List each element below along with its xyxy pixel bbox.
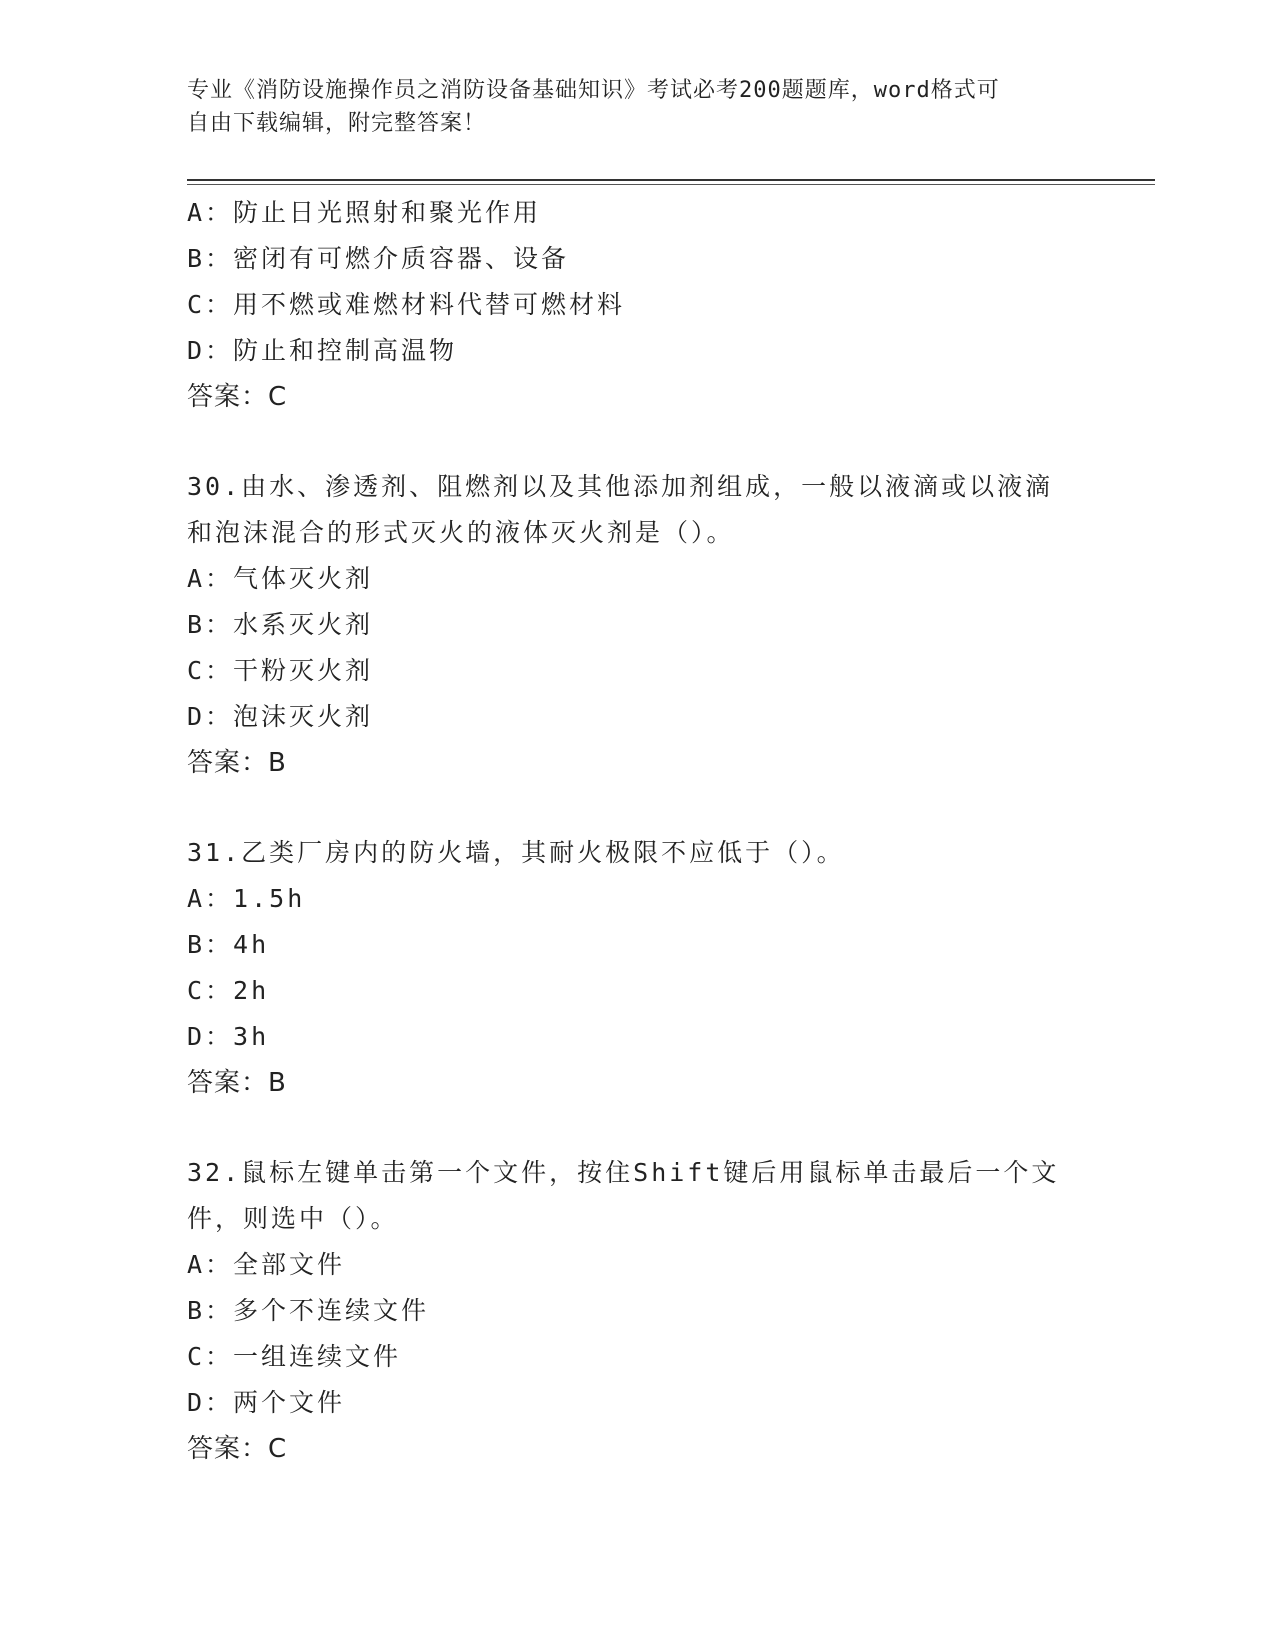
question-32: [187, 1150, 1087, 1472]
option-d: D：泡沫灭火剂: [187, 702, 374, 731]
question-30: [187, 464, 1087, 786]
document-header: [187, 74, 1067, 140]
option-b: B：多个不连续文件: [187, 1296, 430, 1325]
question-stem-line: 和泡沫混合的形式灭火的液体灭火剂是（）。: [187, 518, 735, 547]
question-stem: [187, 464, 1087, 556]
question-stem-line: 32.鼠标左键单击第一个文件，按住Shift键后用鼠标单击最后一个文: [187, 1158, 1060, 1187]
answer-label: 答案：C: [187, 1434, 288, 1464]
question-stem: [187, 830, 1087, 876]
option-a: A：全部文件: [187, 1250, 346, 1279]
header-divider-thick: [187, 179, 1155, 181]
header-line-2: 自由下载编辑，附完整答案！: [187, 111, 487, 136]
header-line-1: 专业《消防设施操作员之消防设备基础知识》考试必考200题题库，word格式可: [187, 78, 1000, 103]
question-stem-line: 件，则选中（）。: [187, 1204, 399, 1233]
question-stem-line: 30.由水、渗透剂、阻燃剂以及其他添加剂组成，一般以液滴或以液滴: [187, 472, 1054, 501]
option-b: B：密闭有可燃介质容器、设备: [187, 244, 570, 273]
option-d: D：两个文件: [187, 1388, 346, 1417]
option-a: A：气体灭火剂: [187, 564, 374, 593]
option-c: C：干粉灭火剂: [187, 656, 374, 685]
option-a: A：防止日光照射和聚光作用: [187, 198, 542, 227]
answer-label: 答案：B: [187, 748, 287, 778]
answer-label: 答案：B: [187, 1068, 287, 1098]
option-d: D：3h: [187, 1022, 270, 1051]
option-c: C：一组连续文件: [187, 1342, 402, 1371]
question-list: [187, 190, 1087, 1472]
option-c: C：2h: [187, 976, 270, 1005]
option-d: D：防止和控制高温物: [187, 336, 458, 365]
question-29-continued: [187, 190, 1087, 420]
question-stem-line: 31.乙类厂房内的防火墙，其耐火极限不应低于（）。: [187, 838, 845, 867]
option-b: B：4h: [187, 930, 270, 959]
question-stem: [187, 1150, 1087, 1242]
header-divider-thin: [187, 184, 1155, 185]
option-a: A：1.5h: [187, 884, 306, 913]
question-31: [187, 830, 1087, 1106]
option-b: B：水系灭火剂: [187, 610, 374, 639]
option-c: C：用不燃或难燃材料代替可燃材料: [187, 290, 626, 319]
answer-label: 答案：C: [187, 382, 288, 412]
